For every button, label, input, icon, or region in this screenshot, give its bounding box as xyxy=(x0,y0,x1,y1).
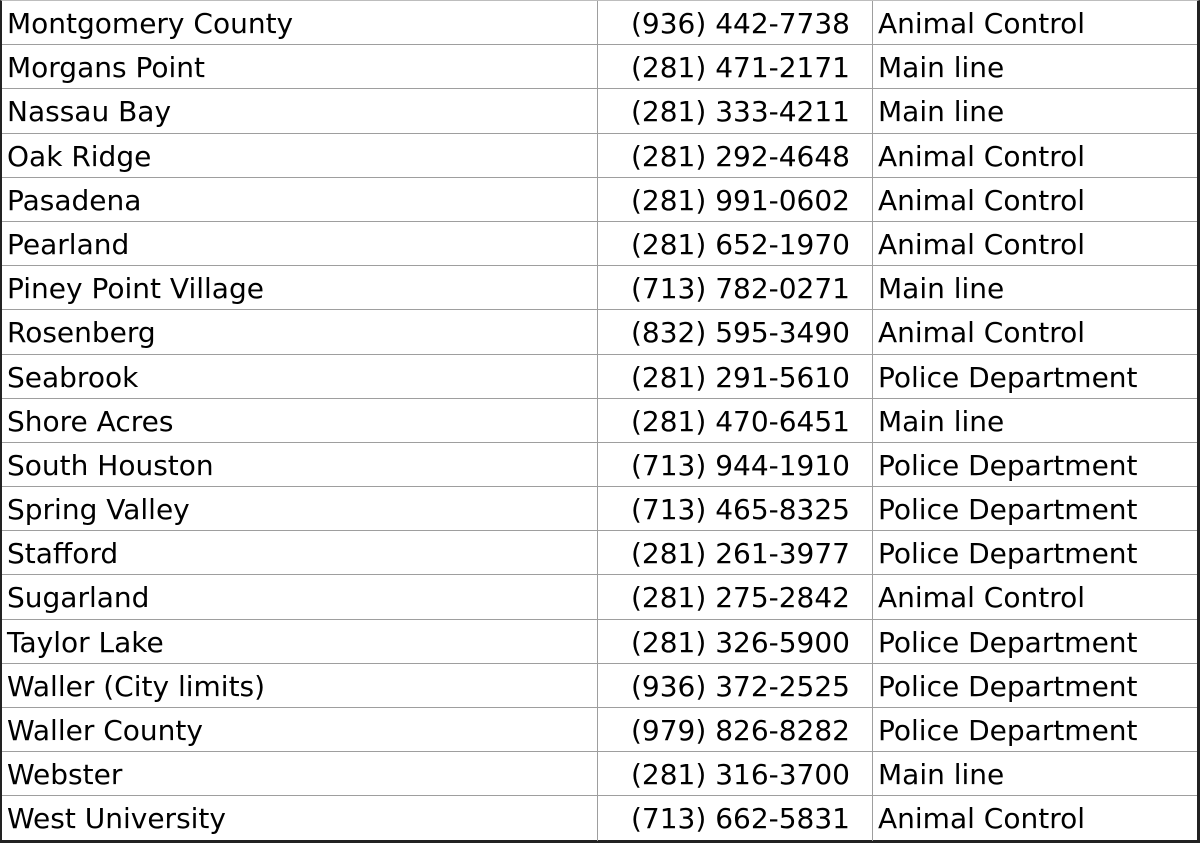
phone-cell: (281) 316-3700 xyxy=(598,752,873,795)
table-row xyxy=(2,443,1197,487)
city-name-cell: Stafford xyxy=(2,531,598,574)
city-name-cell: Pasadena xyxy=(2,178,598,221)
phone-cell: (281) 333-4211 xyxy=(598,89,873,132)
table-row xyxy=(2,266,1197,310)
table-row xyxy=(2,134,1197,178)
contact-type-cell: Animal Control xyxy=(878,581,1086,615)
table-row xyxy=(2,708,1197,752)
table-row xyxy=(2,664,1197,708)
phone-cell: (713) 465-8325 xyxy=(598,487,873,530)
city-name-cell: Montgomery County xyxy=(2,1,598,44)
table-row xyxy=(2,575,1197,619)
city-name-cell: Shore Acres xyxy=(2,399,598,442)
city-name-cell: Taylor Lake xyxy=(2,620,598,663)
phone-cell: (281) 470-6451 xyxy=(598,399,873,442)
contact-type-cell: Police Department xyxy=(878,625,1138,659)
phone-cell: (281) 291-5610 xyxy=(598,355,873,398)
phone-cell: (281) 471-2171 xyxy=(598,45,873,88)
table-row xyxy=(2,796,1197,840)
city-name-cell: Oak Ridge xyxy=(2,134,598,177)
city-name-cell: Nassau Bay xyxy=(2,89,598,132)
city-name-cell: Waller County xyxy=(2,708,598,751)
contact-type-cell: Main line xyxy=(878,272,1005,306)
phone-cell: (979) 826-8282 xyxy=(598,708,873,751)
city-name-cell: Seabrook xyxy=(2,355,598,398)
contact-type-cell: Police Department xyxy=(878,360,1138,394)
city-name-cell: South Houston xyxy=(2,443,598,486)
table-row xyxy=(2,487,1197,531)
city-name-cell: Waller (City limits) xyxy=(2,664,598,707)
phone-cell: (281) 261-3977 xyxy=(598,531,873,574)
phone-cell: (281) 652-1970 xyxy=(598,222,873,265)
contact-type-cell: Animal Control xyxy=(878,227,1086,261)
table-row xyxy=(2,222,1197,266)
phone-cell: (832) 595-3490 xyxy=(598,310,873,353)
city-name-cell: Sugarland xyxy=(2,575,598,618)
phone-cell: (281) 991-0602 xyxy=(598,178,873,221)
city-name-cell: Rosenberg xyxy=(2,310,598,353)
phone-cell: (936) 442-7738 xyxy=(598,1,873,44)
contact-type-cell: Animal Control xyxy=(878,183,1086,217)
contact-type-cell: Main line xyxy=(878,95,1005,129)
table-row xyxy=(2,355,1197,399)
city-name-cell: Spring Valley xyxy=(2,487,598,530)
contact-type-cell: Police Department xyxy=(878,714,1138,747)
contact-type-cell: Animal Control xyxy=(878,7,1086,40)
table-row xyxy=(2,45,1197,89)
table-row xyxy=(2,752,1197,796)
contact-type-cell: Main line xyxy=(878,758,1005,792)
table-row xyxy=(2,89,1197,133)
phone-cell: (936) 372-2525 xyxy=(598,664,873,707)
contact-type-cell: Main line xyxy=(878,51,1005,85)
table-row xyxy=(2,1,1197,45)
city-name-cell: West University xyxy=(2,796,598,840)
table-row xyxy=(2,531,1197,575)
contact-type-cell: Animal Control xyxy=(878,316,1086,350)
phone-cell: (281) 275-2842 xyxy=(598,575,873,618)
contact-type-cell: Police Department xyxy=(878,448,1138,482)
city-name-cell: Piney Point Village xyxy=(2,266,598,309)
phone-cell: (281) 292-4648 xyxy=(598,134,873,177)
phone-cell: (713) 662-5831 xyxy=(598,796,873,840)
table-row xyxy=(2,399,1197,443)
phone-cell: (713) 782-0271 xyxy=(598,266,873,309)
city-name-cell: Morgans Point xyxy=(2,45,598,88)
table-row xyxy=(2,178,1197,222)
contact-type-cell: Animal Control xyxy=(878,139,1086,173)
table-row xyxy=(2,620,1197,664)
phone-cell: (713) 944-1910 xyxy=(598,443,873,486)
contact-type-cell: Animal Control xyxy=(878,802,1086,836)
city-name-cell: Pearland xyxy=(2,222,598,265)
contact-type-cell: Police Department xyxy=(878,669,1138,703)
contact-type-cell: Police Department xyxy=(878,493,1138,527)
phone-cell: (281) 326-5900 xyxy=(598,620,873,663)
contact-type-cell: Police Department xyxy=(878,537,1138,571)
contact-type-cell: Main line xyxy=(878,404,1005,438)
table-row xyxy=(2,310,1197,354)
city-name-cell: Webster xyxy=(2,752,598,795)
